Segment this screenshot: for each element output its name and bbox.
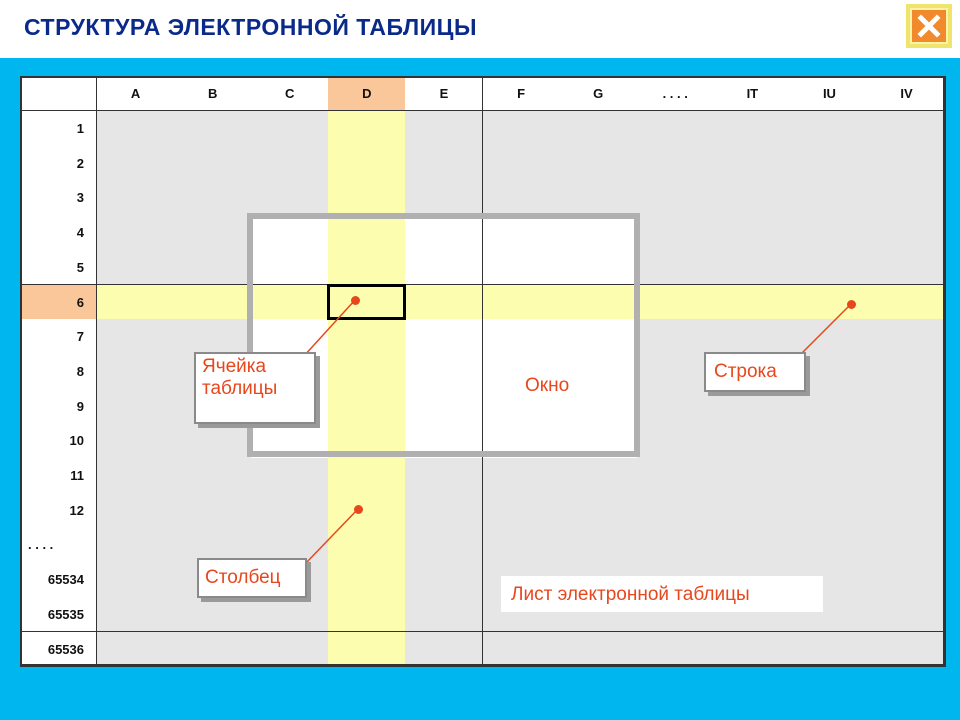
column-header-label: F xyxy=(517,86,526,101)
row-header-label: 3 xyxy=(76,190,84,206)
column-callout xyxy=(199,560,305,596)
row-header-label: 10 xyxy=(69,433,84,449)
row-header-label: 65534 xyxy=(47,572,84,588)
row-header-label: 65535 xyxy=(47,606,84,622)
sheet-callout xyxy=(501,576,823,612)
row-header-label: 8 xyxy=(76,363,84,379)
row-header-label: 9 xyxy=(76,398,84,414)
row-header-label: 4 xyxy=(76,225,84,241)
row-header-label: . . . . xyxy=(28,537,54,553)
window-callout xyxy=(515,372,591,400)
row-callout xyxy=(706,354,804,390)
row-header-label: 1 xyxy=(76,121,84,136)
column-header-label: IV xyxy=(900,86,913,101)
row-header-label: 12 xyxy=(69,502,84,518)
column-header-label: D xyxy=(362,86,372,101)
row-header-label: 7 xyxy=(76,329,84,345)
column-header-label: . . . . xyxy=(662,86,688,101)
row-header-label: 6 xyxy=(76,294,84,310)
column-callout-text: Столбец xyxy=(205,567,281,588)
sheet-callout-text: Лист электронной таблицы xyxy=(511,584,750,605)
cell-callout-text: Ячейка таблицы xyxy=(202,356,278,399)
column-pointer-dot xyxy=(354,505,363,514)
row-header-label: 2 xyxy=(76,155,84,171)
column-header-label: E xyxy=(439,86,449,101)
column-header-label: A xyxy=(130,86,141,101)
column-header-label: IT xyxy=(746,86,759,101)
window-callout-text: Окно xyxy=(525,375,570,396)
row-header-label: 65536 xyxy=(47,641,84,657)
row-header-label: 5 xyxy=(76,259,84,275)
row-header-label: 11 xyxy=(70,468,84,483)
column-header-label: IU xyxy=(822,86,836,101)
page-title: СТРУКТУРА ЭЛЕКТРОННОЙ ТАБЛИЦЫ xyxy=(24,14,477,40)
column-header-label: C xyxy=(285,86,295,101)
cell-callout xyxy=(196,354,314,422)
row-callout-text: Строка xyxy=(714,361,777,382)
column-header-label: G xyxy=(593,86,604,101)
cell-pointer-dot xyxy=(351,296,360,305)
column-header-label: B xyxy=(207,86,218,101)
row-pointer-dot xyxy=(847,300,856,309)
